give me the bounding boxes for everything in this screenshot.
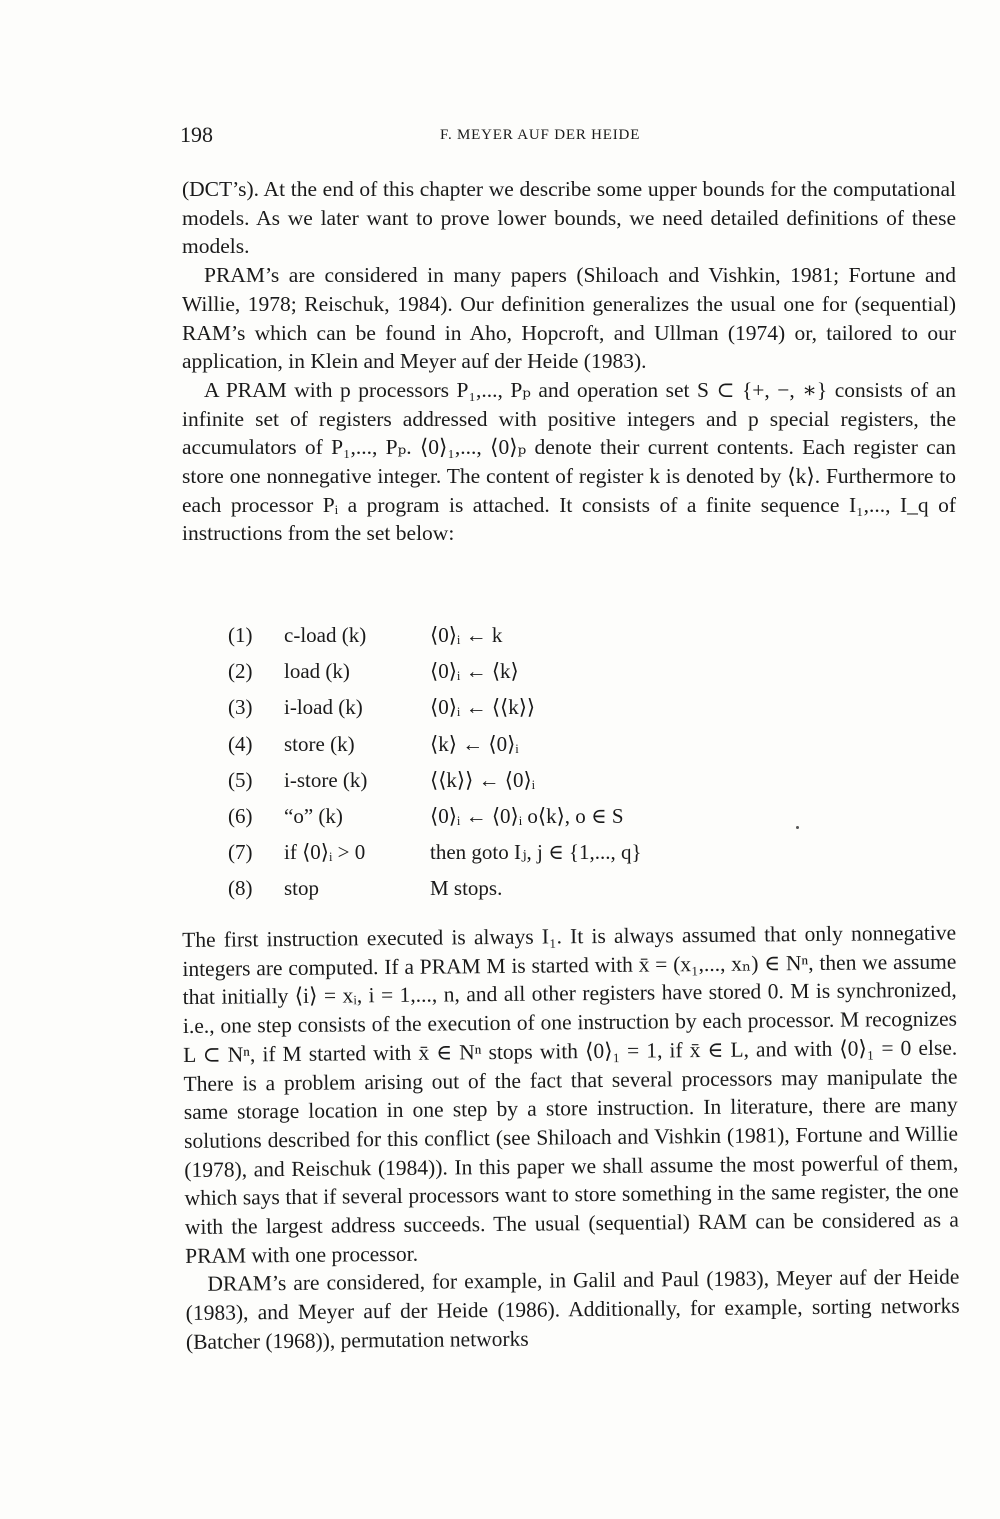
page-number: 198 bbox=[180, 122, 213, 147]
instruction-number: (4) bbox=[228, 731, 253, 756]
instruction-list bbox=[228, 623, 768, 913]
instruction-name: if ⟨0⟩ᵢ > 0 bbox=[284, 840, 366, 865]
instruction-row bbox=[228, 659, 768, 695]
instruction-name: i-load (k) bbox=[284, 695, 363, 720]
instruction-row bbox=[228, 876, 768, 912]
instruction-row bbox=[228, 804, 768, 840]
instruction-effect: M stops. bbox=[430, 876, 503, 901]
instruction-name: c-load (k) bbox=[284, 623, 367, 647]
paragraph-pram-semantics: The first instruction executed is always I₁. It is always assumed that only nonnegative integers are computed. If a PRAM M is started with x̄ = (x₁,..., xₙ) ∈ Nⁿ, then we assume that initially ⟨i⟩ = xᵢ, i = 1,..., n, and all other registers have stored 0. M is synchronized, i.e., one step consists of the execution of one instruction by each processor. M recognizes L ⊂ Nⁿ, if M started with x̄ ∈ Nⁿ stops with ⟨0⟩₁ = 1, if x̄ ∈ L, and with ⟨0⟩₁ = 0 else. There is a problem arising out of the fact that several processors may manipulate the same storage location in one step by a store instruction. In literature, there are many solutions described for this conflict (see Shiloach and Vishkin (1981), Fortune and Willie (1978), and Reischuk (1984)). In this paper we shall assume the most powerful of them, which says that if several processors want to store something in the same register, the one with the largest address succeeds. The usual (sequential) RAM can be considered as a PRAM with one processor. bbox=[182, 920, 959, 1268]
instruction-effect: ⟨0⟩ᵢ ← k bbox=[430, 623, 503, 647]
paragraph-pram-references: PRAM’s are considered in many papers (Shiloach and Vishkin, 1981; Fortune and Willie, 1978; Reischuk, 1984). Our definition generalizes the usual one for (sequential) RAM’s which can be found in Aho, Hopcroft, and Ullman (1974) or, tailored to our application, in Klein and Meyer auf der Heide (1983). bbox=[182, 263, 956, 374]
paragraph-dram-references: DRAM’s are considered, for example, in Galil and Paul (1983), Meyer auf der Heide (1983), and Meyer auf der Heide (1986). Additionally, for example, sorting networks (Batcher (1968)), permutation networks bbox=[185, 1264, 960, 1354]
instruction-effect: then goto Iⱼ, j ∈ {1,..., q} bbox=[430, 840, 642, 865]
instruction-name: load (k) bbox=[284, 659, 350, 684]
instruction-effect: ⟨⟨k⟩⟩ ← ⟨0⟩ᵢ bbox=[430, 767, 536, 792]
paragraph-dct-continuation: (DCT’s). At the end of this chapter we describe some upper bounds for the computational models. As we later want to prove lower bounds, we need detailed definitions of these models. bbox=[182, 177, 956, 259]
page-header bbox=[180, 122, 960, 152]
instruction-number: (3) bbox=[228, 695, 253, 720]
instruction-name: “o” (k) bbox=[284, 803, 343, 828]
instruction-effect: ⟨k⟩ ← ⟨0⟩ᵢ bbox=[430, 731, 519, 756]
instruction-effect: ⟨0⟩ᵢ ← ⟨0⟩ᵢ o⟨k⟩, o ∈ S bbox=[430, 803, 624, 828]
instruction-number: (2) bbox=[228, 659, 253, 684]
instruction-number: (6) bbox=[228, 803, 253, 828]
instruction-number: (5) bbox=[228, 767, 253, 792]
instruction-row bbox=[228, 732, 768, 768]
instruction-number: (8) bbox=[228, 876, 253, 901]
instruction-row bbox=[228, 840, 768, 876]
text-block-top bbox=[182, 175, 956, 548]
print-speck bbox=[796, 826, 799, 829]
text-block-bottom bbox=[182, 919, 960, 1357]
instruction-row bbox=[228, 768, 768, 804]
instruction-row bbox=[228, 623, 768, 659]
instruction-effect: ⟨0⟩ᵢ ← ⟨k⟩ bbox=[430, 659, 519, 684]
instruction-number: (7) bbox=[228, 840, 253, 865]
paragraph-pram-definition: A PRAM with p processors P₁,..., Pₚ and operation set S ⊂ {+, −, ∗} consists of an infinite set of registers addressed with positive integers and p special registers, the accumulators of P₁,..., Pₚ. ⟨0⟩₁,..., ⟨0⟩ₚ denote their current contents. Each register can store one nonnegative integer. The content of register k is denoted by ⟨k⟩. Furthermore to each processor Pᵢ a program is attached. It consists of a finite sequence I₁,..., I_q of instructions from the set below: bbox=[182, 377, 956, 546]
instruction-number: (1) bbox=[228, 623, 253, 647]
instruction-row bbox=[228, 695, 768, 731]
instruction-name: i-store (k) bbox=[284, 767, 368, 792]
instruction-name: stop bbox=[284, 876, 320, 901]
instruction-effect: ⟨0⟩ᵢ ← ⟨⟨k⟩⟩ bbox=[430, 695, 536, 720]
running-head: F. MEYER AUF DER HEIDE bbox=[440, 127, 641, 143]
instruction-name: store (k) bbox=[284, 731, 355, 756]
